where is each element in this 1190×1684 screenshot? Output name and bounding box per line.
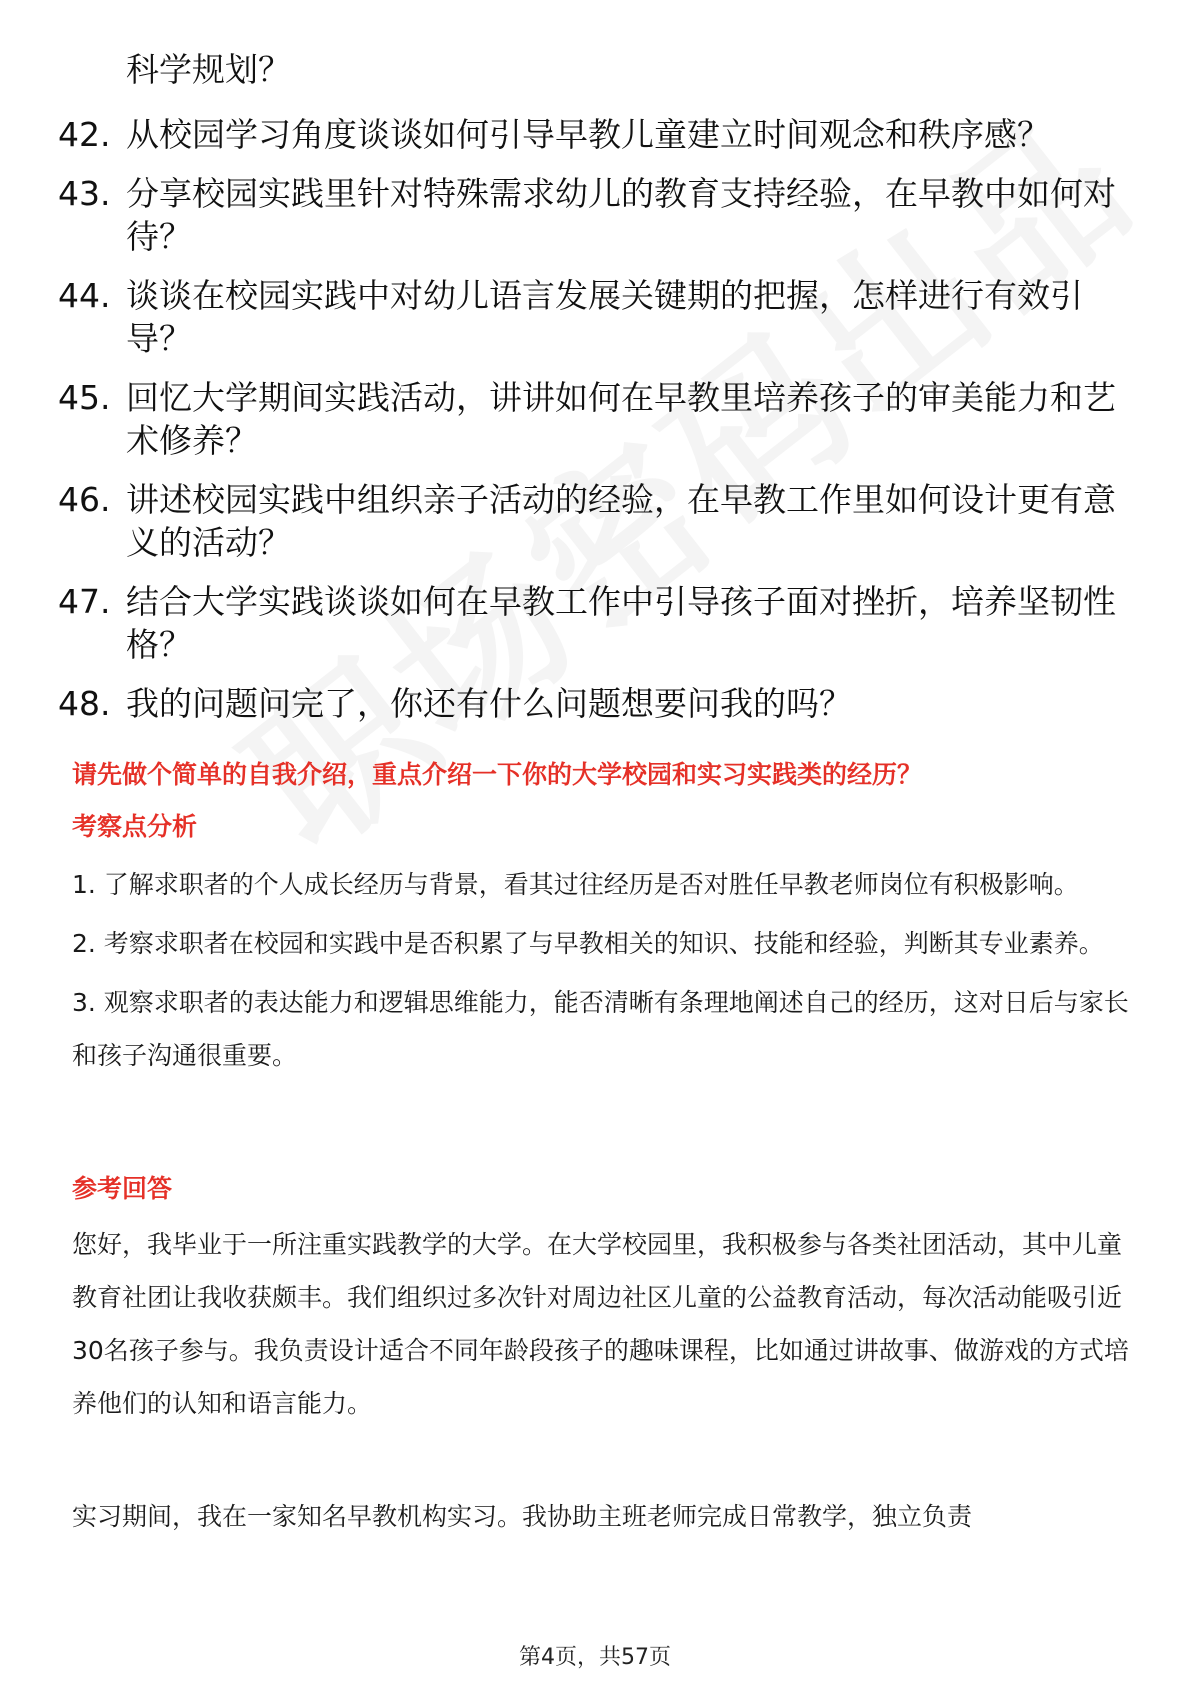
analysis-point: 2. 考察求职者在校园和实践中是否积累了与早教相关的知识、技能和经验，判断其专业素养。: [72, 929, 1104, 958]
question-text: 谈谈在校园实践中对幼儿语言发展关键期的把握，怎样进行有效引导？: [126, 276, 1083, 358]
question-list: [58, 48, 1138, 741]
question-text: 分享校园实践里针对特殊需求幼儿的教育支持经验，在早教中如何对待？: [126, 174, 1116, 256]
answer-paragraph: 您好，我毕业于一所注重实践教学的大学。在大学校园里，我积极参与各类社团活动，其中儿童教育社团让我收获颇丰。我们组织过多次针对周边社区儿童的公益教育活动，每次活动能吸引近30名孩子参与。我负责设计适合不同年龄段孩子的趣味课程，比如通过讲故事、做游戏的方式培养他们的认知和语言能力。: [72, 1230, 1129, 1418]
question-text: 科学规划？: [126, 50, 291, 89]
question-text: 我的问题问完了，你还有什么问题想要问我的吗？: [126, 684, 852, 723]
analysis-heading: 考察点分析: [72, 812, 198, 841]
question-text: 讲述校园实践中组织亲子活动的经验，在早教工作里如何设计更有意义的活动？: [126, 480, 1116, 562]
answer-heading: 参考回答: [72, 1174, 173, 1203]
answer-paragraph: 实习期间，我在一家知名早教机构实习。我协助主班老师完成日常教学，独立负责: [72, 1502, 973, 1531]
question-item: [58, 274, 1138, 360]
question-continuation: [58, 48, 1138, 91]
question-item: [58, 682, 1138, 725]
analysis-section: [72, 758, 1132, 1088]
analysis-point: 3. 观察求职者的表达能力和逻辑思维能力，能否清晰有条理地阐述自己的经历，这对日后与家长和孩子沟通很重要。: [72, 988, 1129, 1070]
question-text: 结合大学实践谈谈如何在早教工作中引导孩子面对挫折，培养坚韧性格？: [126, 582, 1116, 664]
question-item: [58, 172, 1138, 258]
question-text: 从校园学习角度谈谈如何引导早教儿童建立时间观念和秩序感？: [126, 115, 1050, 154]
question-item: [58, 113, 1138, 156]
answer-section: [72, 1172, 1132, 1543]
analysis-point: 1. 了解求职者的个人成长经历与背景，看其过往经历是否对胜任早教老师岗位有积极影响。: [72, 870, 1079, 899]
page-footer: 第4页，共57页: [519, 1645, 671, 1670]
question-number: 48.: [58, 684, 111, 723]
question-number: 46.: [58, 480, 111, 519]
question-item: [58, 376, 1138, 462]
question-number: 44.: [58, 276, 111, 315]
question-number: 47.: [58, 582, 111, 621]
question-item: [58, 478, 1138, 564]
question-number: 43.: [58, 174, 111, 213]
question-item: [58, 580, 1138, 666]
question-text: 回忆大学期间实践活动，讲讲如何在早教里培养孩子的审美能力和艺术修养？: [126, 378, 1116, 460]
interview-question-heading: 请先做个简单的自我介绍，重点介绍一下你的大学校园和实习实践类的经历？: [72, 760, 923, 789]
question-number: 45.: [58, 378, 111, 417]
question-number: 42.: [58, 115, 111, 154]
